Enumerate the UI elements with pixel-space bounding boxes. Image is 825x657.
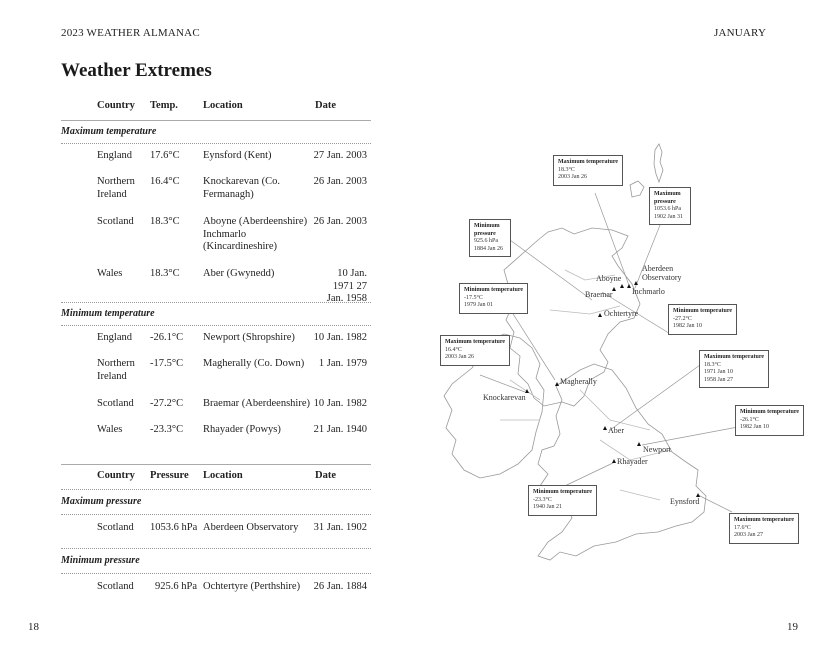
divider	[61, 143, 371, 144]
cell-location: Rhayader (Powys)	[203, 424, 281, 435]
cell-location: Ochtertyre (Perthshire)	[203, 581, 301, 592]
place-ochtertyre: Ochtertyre	[604, 309, 639, 318]
place-marker	[637, 442, 641, 446]
cell-value: -26.1°C	[150, 332, 184, 343]
callout-line: 2003 Jan 26	[445, 354, 474, 360]
cell-value: 16.4°C	[150, 176, 180, 187]
col-date: Date	[315, 470, 336, 481]
cell-value: -17.5°C	[150, 358, 184, 369]
callout-title: Maximum temperature	[734, 517, 795, 523]
callout-max-temp-wales	[699, 350, 769, 388]
callout-title: Maximum pressure	[654, 191, 681, 205]
callout-line: 1884 Jan 26	[474, 245, 503, 252]
section-label: Maximum pressure	[61, 496, 142, 507]
col-location: Location	[203, 100, 243, 111]
callout-line: 1979 Jan 01	[464, 302, 493, 308]
place-magherally: Magherally	[560, 377, 597, 386]
col-pressure: Pressure	[150, 470, 189, 481]
divider	[61, 573, 371, 574]
cell-date: 10 Jan. 1971 27 Jan. 1958	[326, 268, 367, 304]
table-row	[61, 176, 371, 216]
callout-line: 18.3°C	[558, 166, 575, 173]
callout-line: -26.1°C	[740, 416, 759, 423]
callout-line: 2003 Jan 26	[558, 174, 587, 180]
callout-max-temp-ni	[440, 335, 510, 366]
cell-country: Wales	[97, 424, 123, 435]
table-row	[61, 398, 371, 424]
callout-max-pressure	[649, 187, 691, 225]
callout-min-temp-england	[735, 405, 804, 436]
cell-date: 1 Jan. 1979	[318, 358, 367, 369]
callout-line: -17.5°C	[464, 294, 483, 301]
callout-line: 925.6 hPa	[474, 238, 498, 244]
cell-date: 21 Jan. 1940	[313, 424, 367, 435]
cell-country: Scotland	[97, 216, 134, 227]
cell-value: 1053.6 hPa	[150, 522, 198, 533]
callout-title: Maximum temperature	[704, 354, 765, 360]
cell-location: Braemar (Aberdeenshire)	[203, 398, 310, 409]
callout-title: Maximum temperature	[558, 159, 619, 165]
divider	[61, 514, 371, 515]
cell-country: Scotland	[97, 581, 134, 592]
cell-country: Scotland	[97, 522, 134, 533]
table-row	[61, 424, 371, 450]
table-header	[61, 465, 371, 489]
callout-title: Minimum temperature	[464, 287, 524, 293]
place-aber: Aber	[608, 426, 624, 435]
callout-line: 1971 Jan 10	[704, 369, 733, 375]
divider	[61, 325, 371, 326]
cell-location: Knockarevan (Co. Fermanagh)	[203, 176, 280, 200]
page-number-right: 19	[787, 621, 798, 633]
cell-location: Aber (Gwynedd)	[203, 268, 275, 279]
cell-value: 18.3°C	[150, 216, 180, 227]
place-aboyne: Aboyne	[596, 274, 622, 283]
section-label: Minimum temperature	[61, 308, 155, 319]
running-header-left: 2023 WEATHER ALMANAC	[61, 27, 200, 39]
callout-line: 1982 Jan 10	[673, 323, 702, 329]
table-row	[61, 581, 371, 607]
callout-min-temp-scotland	[668, 304, 737, 335]
section-label: Minimum pressure	[61, 555, 140, 566]
running-header-right: JANUARY	[714, 27, 767, 39]
place-eynsford: Eynsford	[670, 497, 700, 506]
cell-date: 26 Jan. 2003	[313, 216, 367, 227]
callout-line: 1053.6 hPa	[654, 206, 681, 212]
col-date: Date	[315, 100, 336, 111]
callout-min-temp-wales	[528, 485, 597, 516]
section-label: Maximum temperature	[61, 126, 157, 137]
cell-country: England	[97, 332, 132, 343]
cell-location: Newport (Shropshire)	[203, 332, 295, 343]
cell-location: Aberdeen Observatory	[203, 522, 299, 533]
table-header	[61, 98, 371, 120]
cell-value: -27.2°C	[150, 398, 184, 409]
cell-date: 31 Jan. 1902	[313, 522, 367, 533]
callout-title: Minimum temperature	[533, 489, 593, 495]
col-location: Location	[203, 470, 243, 481]
callout-min-pressure	[469, 219, 511, 257]
callout-title: Minimum temperature	[673, 308, 733, 314]
cell-location: Aboyne (Aberdeenshire) Inchmarlo (Kincardineshire)	[203, 216, 308, 252]
page-title: Weather Extremes	[61, 60, 212, 81]
cell-value: 925.6 hPa	[155, 581, 197, 592]
callout-max-temp-england	[729, 513, 799, 544]
place-rhayader: Rhayader	[617, 457, 648, 466]
place-braemar: Braemar	[585, 290, 613, 299]
cell-country: Northern Ireland	[97, 358, 135, 382]
callout-title: Maximum temperature	[445, 339, 506, 345]
cell-date: 26 Jan. 1884	[313, 581, 367, 592]
cell-value: 18.3°C	[150, 268, 180, 279]
callout-line: 1902 Jan 31	[654, 213, 683, 220]
callout-line: 1958 Jan 27	[704, 376, 733, 383]
table-row	[61, 268, 371, 302]
callout-min-temp-ni	[459, 283, 528, 314]
callout-line: 1982 Jan 10	[740, 424, 769, 430]
table-row	[61, 216, 371, 268]
callout-line: 17.6°C	[734, 524, 751, 531]
place-aberdeen-observatory: Aberdeen Observatory	[642, 264, 682, 282]
callout-line: 2003 Jan 27	[734, 532, 763, 538]
callout-title: Minimum temperature	[740, 409, 800, 415]
place-marker	[620, 284, 624, 288]
callout-title: Minimum pressure	[474, 223, 500, 237]
cell-date: 26 Jan. 2003	[313, 176, 367, 187]
cell-country: England	[97, 150, 132, 161]
cell-country: Scotland	[97, 398, 134, 409]
table-row	[61, 522, 371, 548]
cell-date: 27 Jan. 2003	[313, 150, 367, 161]
table-row	[61, 150, 371, 176]
col-country: Country	[97, 470, 135, 481]
cell-date: 10 Jan. 1982	[313, 332, 367, 343]
cell-value: 17.6°C	[150, 150, 180, 161]
callout-line: -23.3°C	[533, 496, 552, 503]
place-marker	[598, 313, 602, 317]
pressure-table	[61, 464, 371, 607]
place-inchmarlo: Inchmarlo	[632, 287, 665, 296]
place-knockarevan: Knockarevan	[483, 393, 526, 402]
place-marker	[612, 459, 616, 463]
page-number-left: 18	[28, 621, 39, 633]
table-row	[61, 358, 371, 398]
callout-line: 18.3°C	[704, 361, 721, 368]
callout-max-temp-scotland	[553, 155, 623, 186]
cell-location: Eynsford (Kent)	[203, 150, 272, 161]
callout-line: 1940 Jan 21	[533, 504, 562, 510]
place-marker	[603, 426, 607, 430]
callout-line: -27.2°C	[673, 315, 692, 322]
cell-country: Northern Ireland	[97, 176, 135, 200]
place-newport: Newport	[643, 445, 671, 454]
cell-value: -23.3°C	[150, 424, 184, 435]
cell-country: Wales	[97, 268, 123, 279]
cell-location: Magherally (Co. Down)	[203, 358, 305, 369]
place-marker	[627, 284, 631, 288]
temperature-table	[61, 98, 371, 450]
place-marker	[555, 382, 559, 386]
place-marker	[634, 281, 638, 285]
cell-date: 10 Jan. 1982	[313, 398, 367, 409]
col-country: Country	[97, 100, 135, 111]
callout-line: 16.4°C	[445, 346, 462, 353]
table-row	[61, 332, 371, 358]
col-temp: Temp.	[150, 100, 178, 111]
